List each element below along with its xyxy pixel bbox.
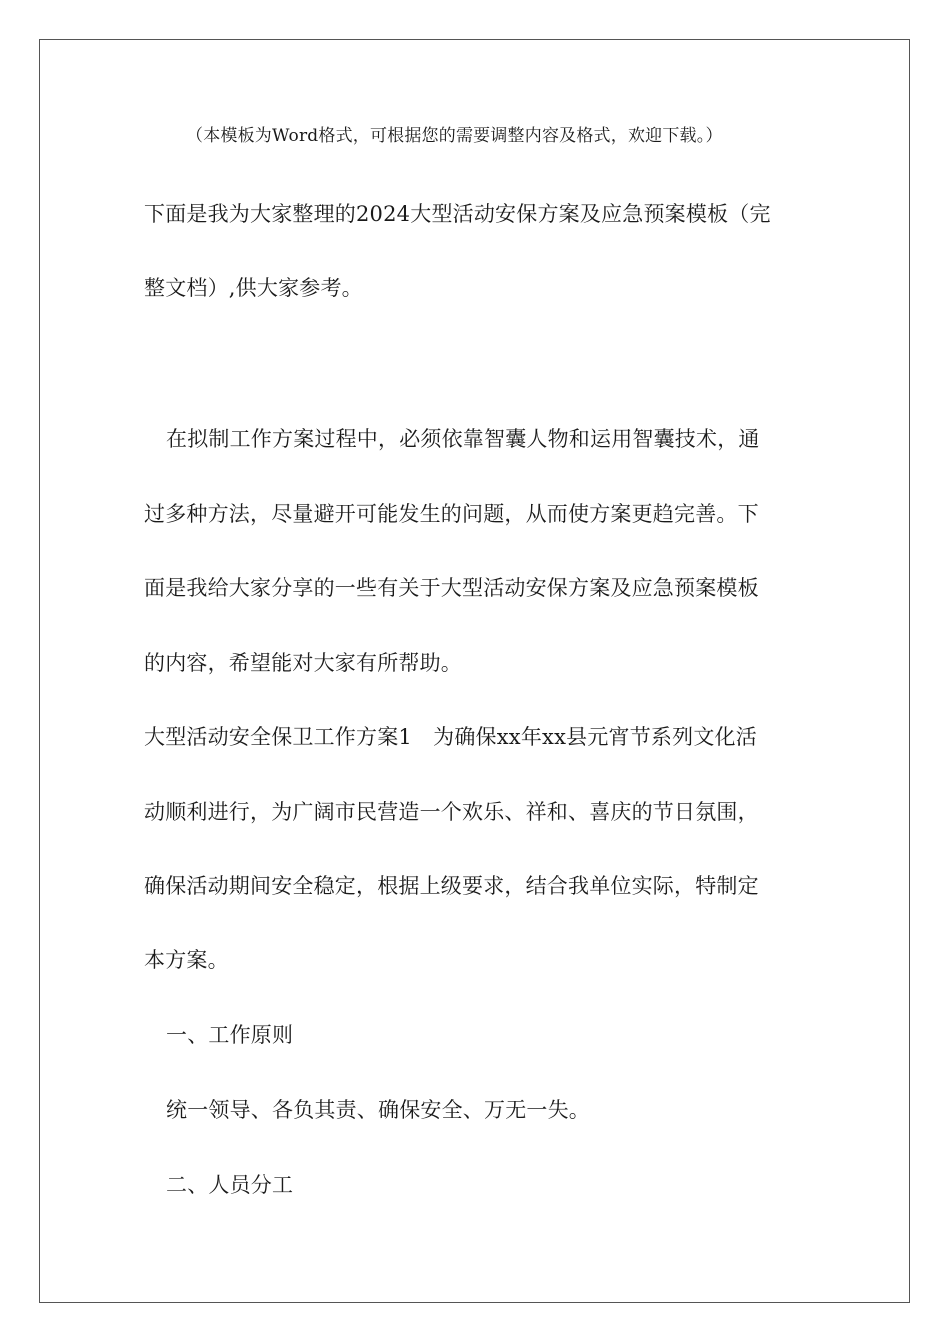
paragraph2-line-1: 大型活动安全保卫工作方案1 为确保xx年xx县元宵节系列文化活 — [144, 725, 757, 749]
template-note: （本模板为Word格式，可根据您的需要调整内容及格式，欢迎下载。） — [186, 126, 723, 146]
paragraph2-line-4: 本方案。 — [144, 948, 229, 972]
paragraph1-line-4: 的内容，希望能对大家有所帮助。 — [144, 651, 462, 675]
paragraph1-line-1: 在拟制工作方案过程中，必须依靠智囊人物和运用智囊技术，通 — [166, 427, 760, 451]
section1-heading: 一、工作原则 — [166, 1023, 294, 1047]
paragraph1-line-3: 面是我给大家分享的一些有关于大型活动安保方案及应急预案模板 — [144, 576, 759, 600]
paragraph1-line-2: 过多种方法，尽量避开可能发生的问题，从而使方案更趋完善。下 — [144, 502, 759, 526]
paragraph2-line-2: 动顺利进行，为广阔市民营造一个欢乐、祥和、喜庆的节日氛围， — [144, 800, 759, 824]
intro-line-1: 下面是我为大家整理的2024大型活动安保方案及应急预案模板（完 — [144, 202, 771, 226]
intro-line-2: 整文档）,供大家参考。 — [144, 276, 363, 300]
section1-body: 统一领导、各负其责、确保安全、万无一失。 — [166, 1098, 590, 1122]
paragraph2-line-3: 确保活动期间安全稳定，根据上级要求，结合我单位实际，特制定 — [144, 874, 759, 898]
section2-heading: 二、人员分工 — [166, 1173, 294, 1197]
